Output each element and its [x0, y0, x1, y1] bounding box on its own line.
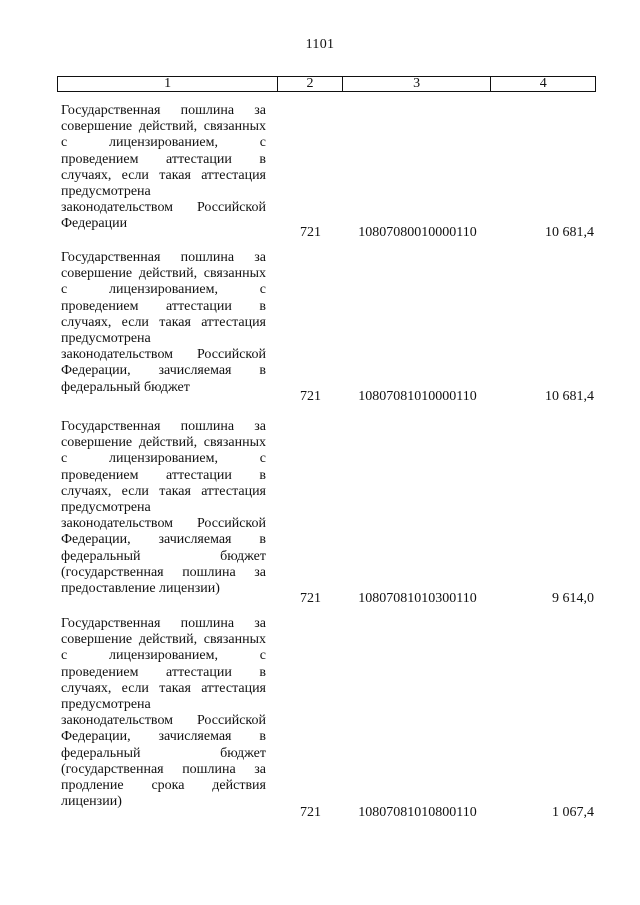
row-description: Государственная пошлина за совершение действий, связанных с лицензированием, с проведением аттестации в случаях, если такая аттестация предусмотрена законодательством Российской Федерации, зачисляемая в федеральный бюджет (государственная пошлина за продление срока действия лицензии) [61, 616, 266, 810]
row-amount: 10 681,4 [545, 388, 594, 404]
header-column-4: 4 [539, 76, 547, 91]
table-row [57, 103, 596, 241]
row-admin-code: 721 [300, 804, 321, 820]
row-budget-code: 10807081010300110 [358, 590, 477, 606]
page-number: 1101 [305, 37, 335, 52]
table-row [57, 419, 596, 607]
row-budget-code: 10807081010800110 [358, 804, 477, 820]
header-column-2: 2 [278, 77, 343, 91]
row-amount: 9 614,0 [552, 590, 594, 606]
row-amount: 1 067,4 [552, 804, 594, 820]
row-description: Государственная пошлина за совершение действий, связанных с лицензированием, с проведением аттестации в случаях, если такая аттестация предусмотрена законодательством Российской Федерации, зачисляемая в федеральный бюджет (государственная пошлина за предоставление лицензии) [61, 419, 266, 597]
row-description: Государственная пошлина за совершение действий, связанных с лицензированием, с проведением аттестации в случаях, если такая аттестация предусмотрена законодательством Российской Федерации [61, 103, 266, 232]
header-column-1: 1 [58, 77, 278, 91]
header-column-3: 3 [343, 77, 491, 91]
row-description: Государственная пошлина за совершение действий, связанных с лицензированием, с проведением аттестации в случаях, если такая аттестация предусмотрена законодательством Российской Федерации, зачисляемая в федеральный бюджет [61, 250, 266, 395]
row-admin-code: 721 [300, 388, 321, 404]
table-row [57, 616, 596, 821]
row-admin-code: 721 [300, 224, 321, 240]
table-header [57, 76, 596, 92]
row-budget-code: 10807081010000110 [358, 388, 477, 404]
row-amount: 10 681,4 [545, 224, 594, 240]
table-row [57, 250, 596, 405]
row-admin-code: 721 [300, 590, 321, 606]
row-budget-code: 10807080010000110 [358, 224, 477, 240]
